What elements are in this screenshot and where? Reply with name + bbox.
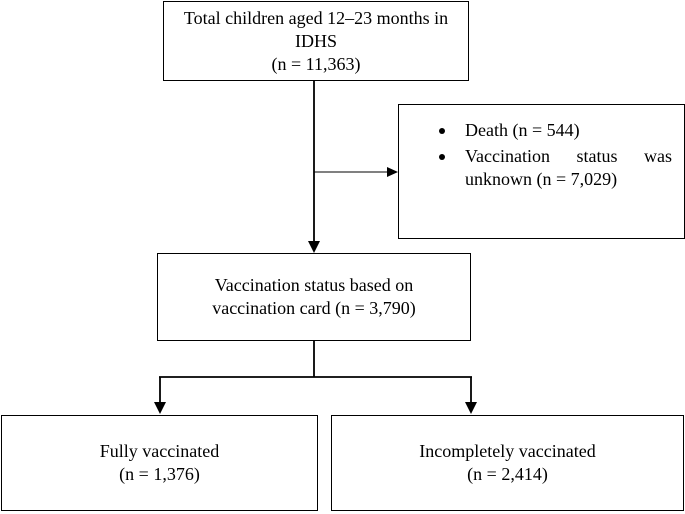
excluded-item-death — [399, 119, 684, 142]
fully-count: (n = 1,376) — [119, 464, 200, 484]
total-count: (n = 11,363) — [271, 53, 361, 74]
incompletely-vaccinated-box — [331, 415, 684, 511]
total-line-2: IDHS — [294, 30, 337, 51]
excluded-death-text: Death (n = 544) — [465, 120, 580, 140]
fully-label: Fully vaccinated — [99, 441, 220, 461]
bullet-icon — [439, 128, 445, 134]
arrowhead-to-card — [308, 241, 320, 253]
vaccination-card-box — [157, 253, 471, 341]
arrowhead-to-incomplete — [465, 402, 477, 414]
arrowhead-to-fully — [154, 402, 166, 414]
card-line-1: Vaccination status based on — [214, 275, 414, 295]
total-children-box — [163, 1, 469, 81]
fully-vaccinated-box — [1, 415, 318, 511]
excluded-list — [399, 119, 684, 191]
excluded-box — [398, 104, 685, 239]
excluded-item-unknown — [399, 145, 684, 191]
arrowhead-to-excluded — [387, 167, 398, 177]
card-line-2: vaccination card (n = 3,790) — [212, 298, 416, 318]
incomplete-count: (n = 2,414) — [467, 464, 548, 484]
bullet-icon — [439, 154, 445, 160]
total-line-1: Total children aged 12–23 months in — [183, 7, 449, 28]
excluded-unknown-text: Vaccination status was unknown (n = 7,029) — [465, 146, 672, 189]
incomplete-label: Incompletely vaccinated — [419, 441, 596, 461]
